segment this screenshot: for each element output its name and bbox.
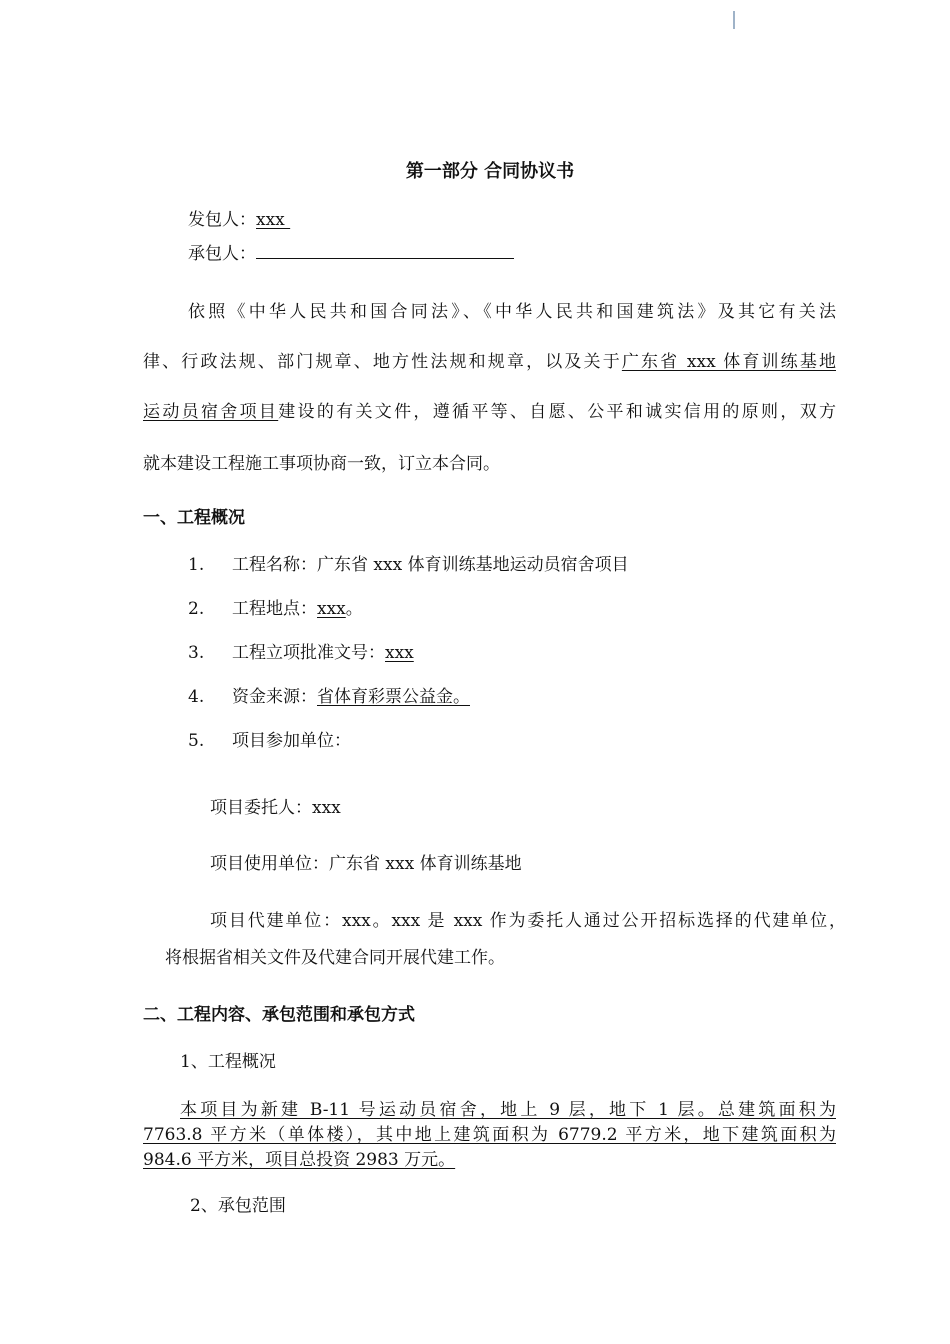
overview-line-2: 7763.8 平方米（单体楼），其中地上建筑面积为 6779.2 平方米，地下建筑面积为 — [143, 1125, 836, 1145]
section-1-heading: 一、工程概况 — [143, 508, 245, 528]
item-suffix: 。 — [345, 599, 363, 619]
intro-line-1: 依照《中华人民共和国合同法》、《中华人民共和国建筑法》及其它有关法 — [188, 302, 836, 322]
item-number: 1. — [188, 555, 205, 575]
list-item — [188, 594, 363, 619]
section-2-heading: 二、工程内容、承包范围和承包方式 — [143, 1005, 415, 1025]
entrust-line: 项目委托人：xxx — [210, 798, 341, 818]
agent-line-1: 项目代建单位：xxx。xxx 是 xxx 作为委托人通过公开招标选择的代建单位， — [210, 911, 846, 931]
contractor-label: 承包人： — [188, 244, 256, 264]
project-name-part2: 运动员宿舍项目 — [143, 402, 279, 422]
list-item — [188, 682, 470, 707]
contractor-line — [188, 239, 514, 264]
item-value: xxx — [317, 599, 346, 619]
employer-label: 发包人： — [188, 210, 256, 230]
intro-line-2-text: 律、行政法规、部门规章、地方性法规和规章，以及关于 — [143, 352, 622, 372]
list-item — [188, 726, 351, 751]
intro-line-4: 就本建设工程施工事项协商一致，订立本合同。 — [143, 454, 500, 474]
user-unit-line: 项目使用单位：广东省 xxx 体育训练基地 — [210, 854, 522, 874]
subsection-1-heading: 1、工程概况 — [180, 1052, 276, 1072]
intro-line-3-text: 建设的有关文件，遵循平等、自愿、公平和诚实信用的原则，双方 — [278, 402, 837, 422]
item-label: 工程名称： — [232, 555, 317, 575]
corner-edit-mark — [733, 11, 735, 29]
employer-value: xxx — [256, 210, 291, 230]
item-number: 5. — [188, 731, 205, 751]
item-label: 资金来源： — [232, 687, 317, 707]
item-number: 2. — [188, 599, 205, 619]
project-name-part1: 广东省 xxx 体育训练基地 — [621, 352, 836, 372]
item-number: 4. — [188, 687, 205, 707]
overview-line-3: 984.6 平方米，项目总投资 2983 万元。 — [143, 1150, 456, 1170]
overview-line-1: 本项目为新建 B-11 号运动员宿舍，地上 9 层，地下 1 层。总建筑面积为 — [180, 1100, 836, 1120]
item-value: xxx — [385, 643, 414, 663]
item-label: 项目参加单位： — [232, 731, 351, 751]
list-item — [188, 638, 414, 663]
list-item — [188, 550, 629, 575]
item-value: 省体育彩票公益金。 — [317, 687, 470, 707]
item-label: 工程地点： — [232, 599, 317, 619]
agent-line-2: 将根据省相关文件及代建合同开展代建工作。 — [165, 948, 505, 968]
item-value: 广东省 xxx 体育训练基地运动员宿舍项目 — [317, 555, 629, 575]
contractor-blank — [256, 244, 514, 259]
intro-line-2 — [143, 347, 836, 372]
employer-line — [188, 205, 290, 230]
item-label: 工程立项批准文号： — [232, 643, 385, 663]
item-number: 3. — [188, 643, 205, 663]
intro-line-3 — [143, 397, 836, 422]
page-title: 第一部分 合同协议书 — [405, 161, 575, 182]
subsection-2-heading: 2、承包范围 — [190, 1196, 286, 1216]
